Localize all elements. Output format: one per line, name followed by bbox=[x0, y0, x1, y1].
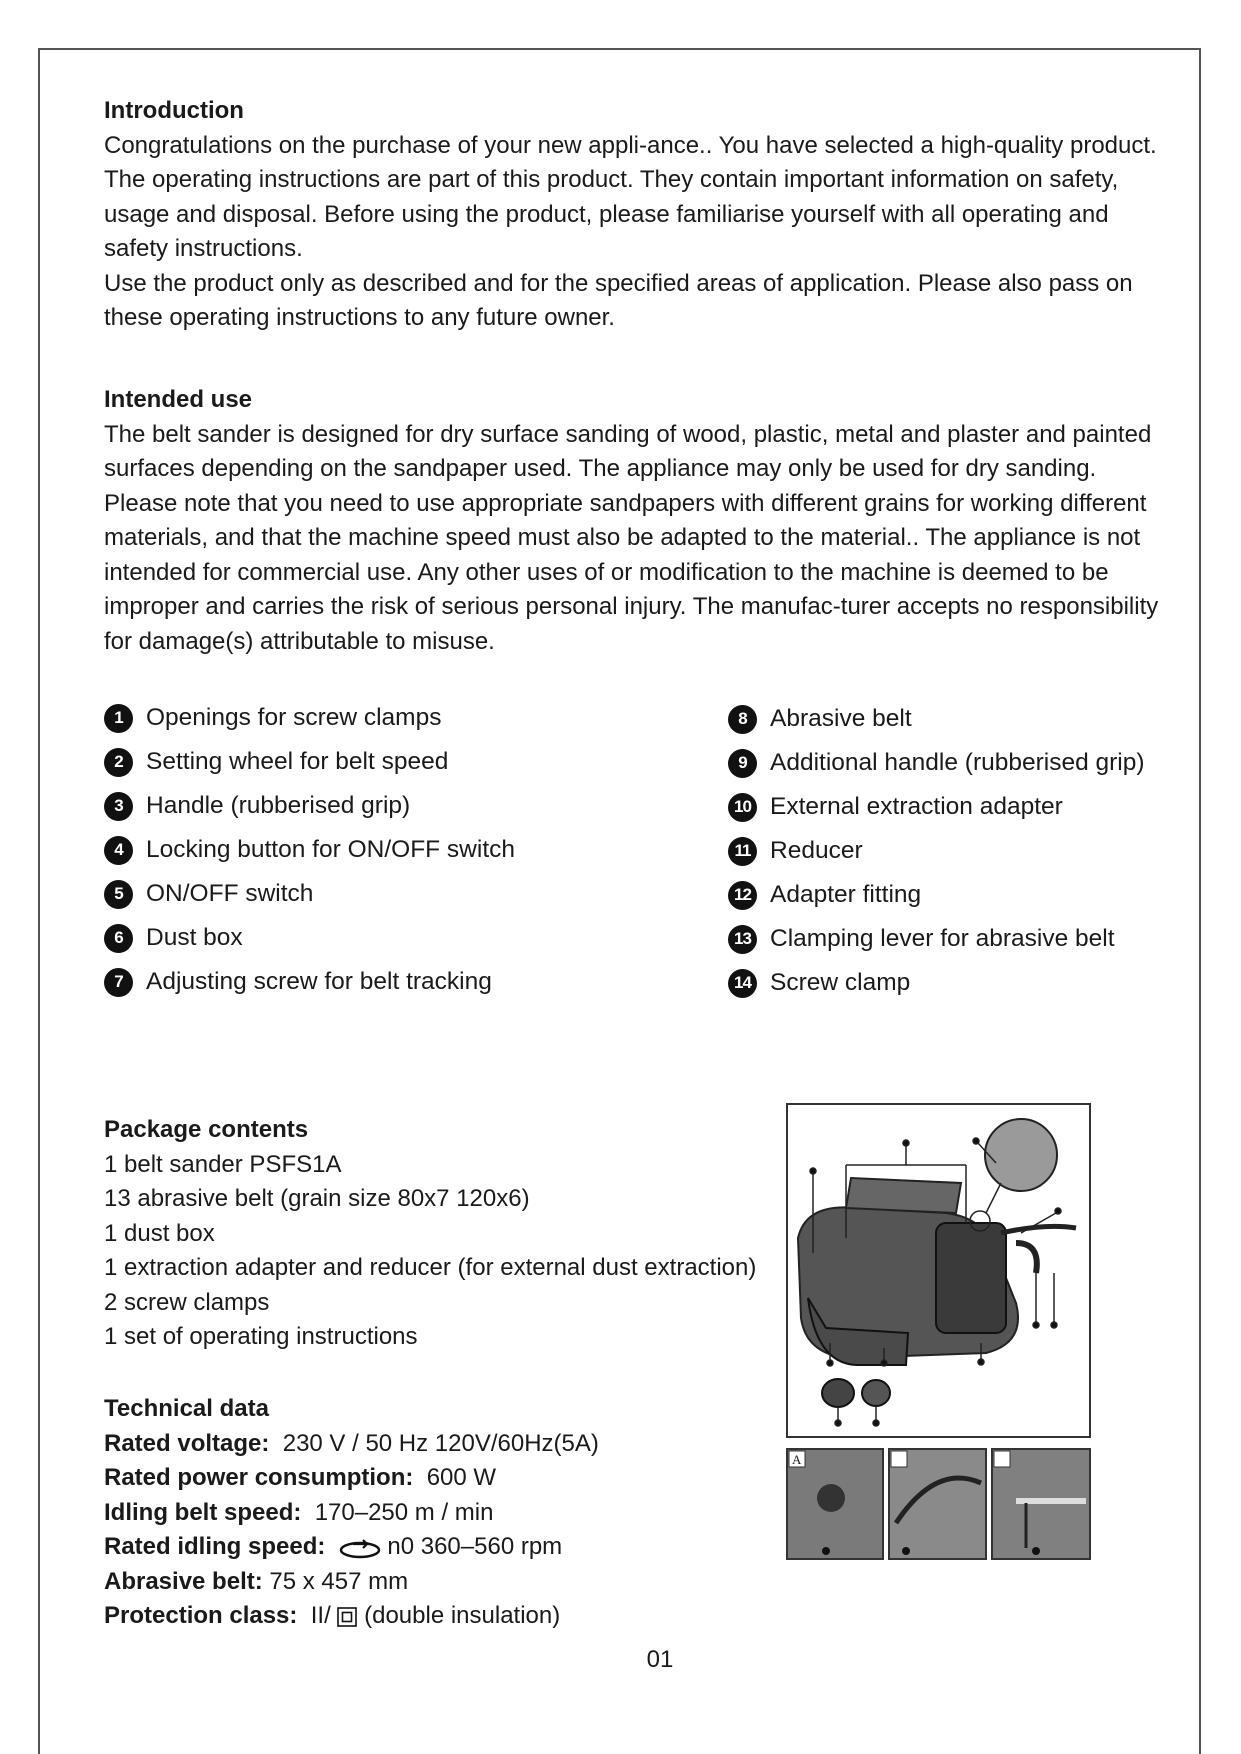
double-insulation-icon bbox=[337, 1607, 357, 1627]
list-item bbox=[728, 741, 1145, 785]
tech-row bbox=[104, 1461, 724, 1496]
tech-label: Idling belt speed: bbox=[104, 1498, 302, 1526]
technical-data-section bbox=[104, 1392, 724, 1634]
number-badge: 10 bbox=[728, 793, 757, 822]
parts-list-left bbox=[104, 696, 515, 1004]
number-badge: 6 bbox=[104, 924, 133, 953]
belt-sander-illustration bbox=[786, 1103, 1092, 1561]
tech-value: 600 W bbox=[426, 1464, 497, 1491]
number-badge: 12 bbox=[728, 881, 757, 910]
part-label: Openings for screw clamps bbox=[146, 704, 442, 731]
part-label: Clamping lever for abrasive belt bbox=[770, 925, 1115, 952]
tech-value: n0 360–560 rpm bbox=[387, 1533, 563, 1560]
list-item bbox=[728, 917, 1145, 961]
list-item bbox=[104, 960, 515, 1004]
number-badge: 11 bbox=[728, 837, 757, 866]
part-label: Adjusting screw for belt tracking bbox=[146, 968, 492, 995]
list-item bbox=[104, 784, 515, 828]
tech-label: Rated idling speed: bbox=[104, 1533, 326, 1560]
tech-value: 75 x 457 mm bbox=[269, 1567, 409, 1595]
list-item bbox=[104, 828, 515, 872]
number-badge: 1 bbox=[104, 704, 133, 733]
package-contents-heading: Package contents bbox=[104, 1116, 309, 1143]
page-number: 01 bbox=[646, 1646, 674, 1673]
number-badge: 8 bbox=[728, 705, 757, 734]
part-label: Handle (rubberised grip) bbox=[146, 792, 411, 819]
list-item: 1 dust box bbox=[104, 1219, 215, 1247]
list-item bbox=[104, 696, 515, 740]
list-item bbox=[104, 916, 515, 960]
list-item: 13 abrasive belt (grain size 80x7 120x6) bbox=[104, 1185, 530, 1212]
list-item: 1 belt sander PSFS1A bbox=[104, 1150, 342, 1178]
part-label: Setting wheel for belt speed bbox=[146, 748, 449, 775]
number-badge: 4 bbox=[104, 836, 133, 865]
inset-label: A bbox=[792, 1452, 802, 1467]
rotation-speed-icon bbox=[339, 1536, 381, 1560]
tech-row bbox=[104, 1427, 724, 1462]
tech-row bbox=[104, 1599, 724, 1634]
list-item: 2 screw clamps bbox=[104, 1288, 270, 1316]
tech-value: (double insulation) bbox=[364, 1602, 561, 1629]
number-badge: 14 bbox=[728, 969, 757, 998]
tech-row bbox=[104, 1496, 724, 1531]
part-label: ON/OFF switch bbox=[146, 880, 314, 907]
part-label: Additional handle (rubberised grip) bbox=[770, 749, 1145, 776]
introduction-paragraph-2: Use the product only as described and for the specified areas of application. Please also pass on these operating instructions to any future owner. bbox=[104, 269, 1133, 331]
tech-label: Protection class: bbox=[104, 1602, 298, 1629]
list-item bbox=[728, 785, 1145, 829]
list-item: 1 set of operating instructions bbox=[104, 1323, 418, 1350]
intended-use-section bbox=[104, 383, 1169, 659]
technical-data-heading: Technical data bbox=[104, 1395, 269, 1422]
tech-value: 170–250 m / min bbox=[314, 1498, 494, 1526]
part-label: Screw clamp bbox=[770, 969, 911, 996]
intended-use-paragraph: The belt sander is designed for dry surface sanding of wood, plastic, metal and plaster and painted surfaces depending on the sandpaper used. The appliance may only be used for dry sanding. Please note that you need to use appropriate sandpapers with different grains for working different materials, and that the machine speed must also be adapted to the material.. The appliance is not intended for commercial use. Any other uses of or modification to the machine is deemed to be improper and carries the risk of serious personal injury. The manufac-turer accepts no responsibility for damage(s) attributable to misuse. bbox=[104, 420, 1159, 655]
part-label: Dust box bbox=[146, 924, 243, 951]
number-badge: 7 bbox=[104, 968, 133, 997]
part-label: Reducer bbox=[770, 837, 863, 864]
list-item bbox=[728, 829, 1145, 873]
tech-value: II/ bbox=[310, 1602, 331, 1629]
intended-use-heading: Intended use bbox=[104, 386, 253, 413]
part-label: Abrasive belt bbox=[770, 705, 912, 732]
list-item: 1 extraction adapter and reducer (for external dust extraction) bbox=[104, 1254, 757, 1281]
tech-label: Rated voltage: bbox=[104, 1429, 270, 1457]
belt-sander-figure bbox=[786, 1103, 1092, 1566]
tech-label: Abrasive belt: bbox=[104, 1567, 263, 1595]
list-item bbox=[104, 872, 515, 916]
tech-row bbox=[104, 1530, 724, 1565]
part-label: Adapter fitting bbox=[770, 881, 922, 908]
number-badge: 3 bbox=[104, 792, 133, 821]
list-item bbox=[104, 740, 515, 784]
introduction-section bbox=[104, 94, 1169, 336]
number-badge: 2 bbox=[104, 748, 133, 777]
list-item bbox=[728, 961, 1145, 1005]
package-contents-section bbox=[104, 1113, 804, 1355]
part-label: Locking button for ON/OFF switch bbox=[146, 836, 515, 863]
tech-value: 230 V / 50 Hz 120V/60Hz(5A) bbox=[282, 1429, 599, 1457]
number-badge: 5 bbox=[104, 880, 133, 909]
list-item bbox=[728, 873, 1145, 917]
tech-row bbox=[104, 1565, 724, 1600]
number-badge: 13 bbox=[728, 925, 757, 954]
tech-label: Rated power consumption: bbox=[104, 1464, 414, 1491]
introduction-heading: Introduction bbox=[104, 97, 244, 124]
part-label: External extraction adapter bbox=[770, 793, 1063, 820]
introduction-paragraph-1: Congratulations on the purchase of your new appli-ance.. You have selected a high-quality product. The operating instructions are part of this product. They contain important information on safety, usage and disposal. Before using the product, please familiarise yourself with all operating and safety instructions. bbox=[104, 131, 1157, 262]
list-item bbox=[728, 697, 1145, 741]
parts-list-right bbox=[728, 697, 1145, 1005]
number-badge: 9 bbox=[728, 749, 757, 778]
